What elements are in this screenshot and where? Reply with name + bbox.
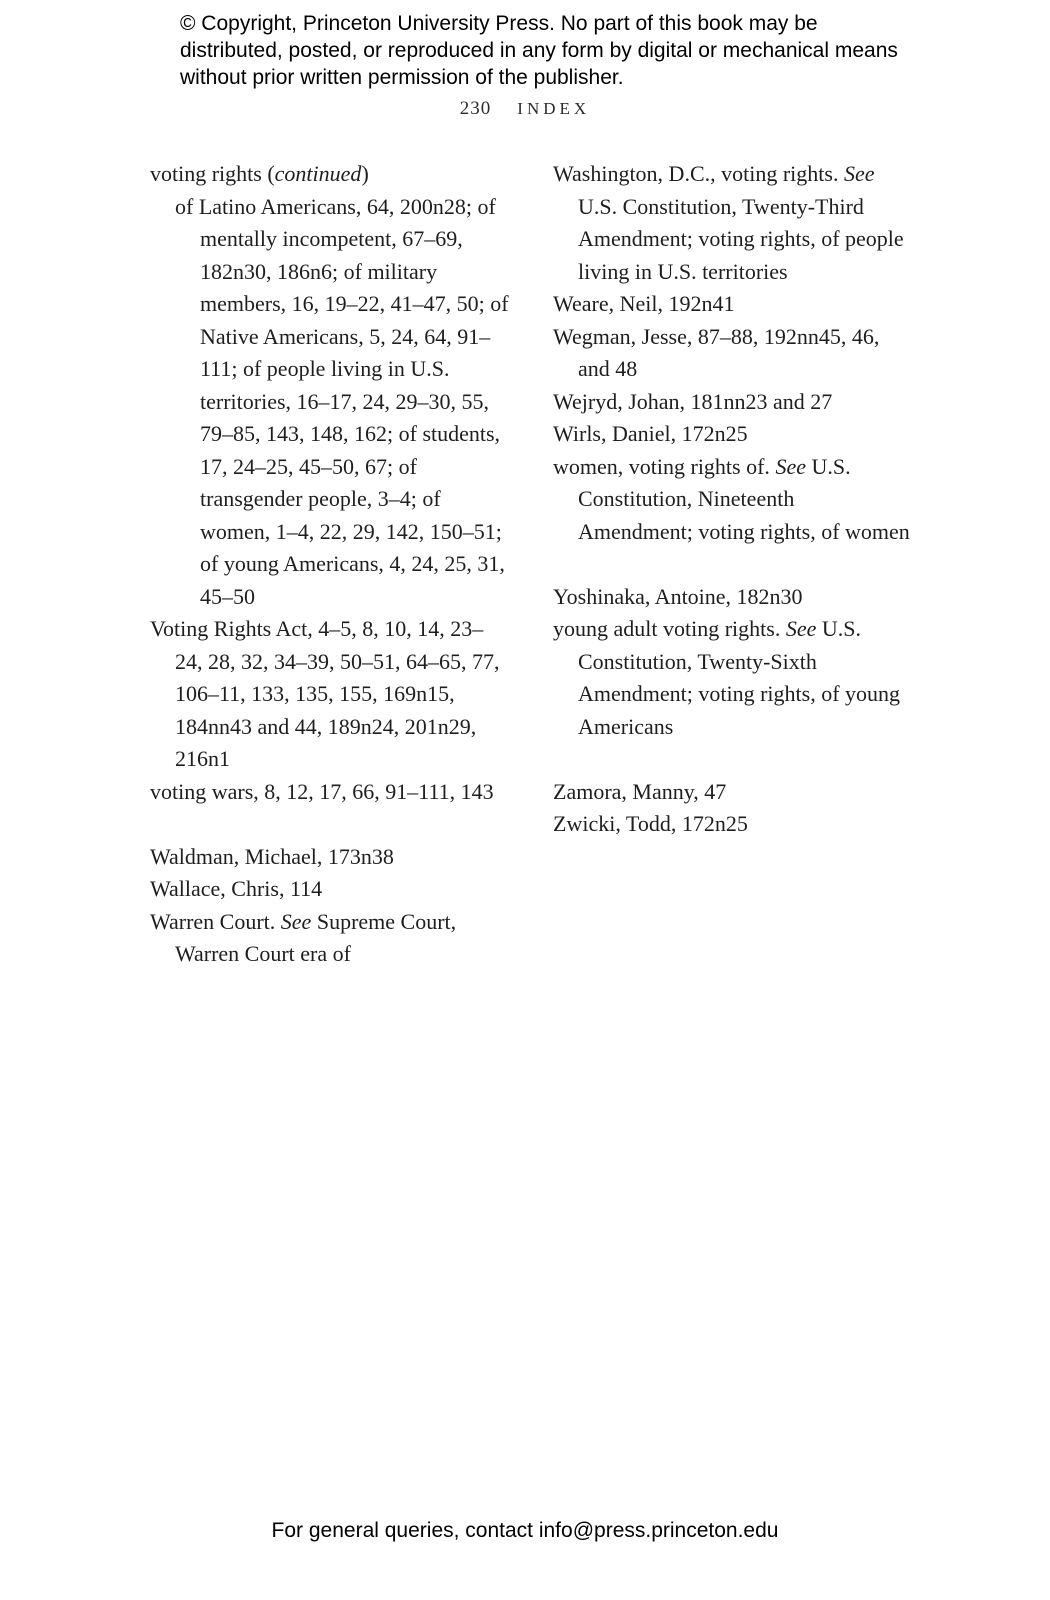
entry-text: voting rights ( [150,161,275,186]
index-entry-warren-court [150,906,510,971]
index-entry-weare: Weare, Neil, 192n41 [553,291,735,316]
running-head [0,98,1050,120]
section-gap [553,743,913,776]
see-label: See [280,908,312,934]
entry-text: Supreme Court, Warren Court era of [175,908,457,966]
section-gap [553,548,913,581]
see-label: See [785,616,817,641]
index-column-left [150,158,510,971]
index-entry-voting-wars: voting wars, 8, 12, 17, 66, 91–111, 143 [150,778,494,804]
see-label: See [775,453,806,479]
entry-text: ) [361,161,369,186]
entry-text: Washington, D.C., voting rights. [553,161,844,186]
index-subentry-voting-rights: of Latino Americans, 64, 200n28; of mentally incompetent, 67–69, 182n30, 186n6; of military members, 16, 19–22, 41–47, 50; of Native Americans, 5, 24, 64, 91–111; of people living in U.S. territories, 16–17, 24, 29–30, 55, 79–85, 143, 148, 162; of students, 17, 24–25, 45–50, 67; of transgender people, 3–4; of women, 1–4, 22, 29, 142, 150–51; of young Americans, 4, 24, 25, 31, 45–50 [175,193,509,609]
entry-text: women, voting rights of. [553,453,776,479]
page-number: 230 [459,98,492,119]
entry-text: U.S. Constitution, Nineteenth Amendment; voting rights, of women [578,453,910,544]
index-entry-voting-rights [150,158,510,191]
index-entry-zwicki: Zwicki, Todd, 172n25 [553,811,748,836]
running-head-title: INDEX [517,99,591,118]
index-entry-wirls: Wirls, Daniel, 172n25 [553,421,748,446]
entry-text: U.S. Constitution, Twenty-Third Amendment; voting rights, of people living in U.S. territories [578,193,904,284]
index-entry-women [553,451,913,549]
index-entry-wegman: Wegman, Jesse, 87–88, 192nn45, 46, and 48 [553,323,880,381]
footer-contact: For general queries, contact info@press.princeton.edu [271,1519,779,1542]
continued-label: continued [274,161,362,186]
index-column-right [553,158,913,841]
index-entry-wallace: Wallace, Chris, 114 [150,876,323,901]
entry-text: U.S. Constitution, Twenty-Sixth Amendment; voting rights, of young Americans [578,616,901,739]
section-gap [150,808,510,841]
copyright-notice: © Copyright, Princeton University Press. No part of this book may be distributed, posted, or reproduced in any form by digital or mechanical means without prior written permission of the publisher. [180,12,898,89]
entry-text: Warren Court. [150,908,281,934]
index-entry-zamora: Zamora, Manny, 47 [553,778,727,804]
index-entry-young-adult [553,613,913,743]
see-label: See [843,161,875,186]
entry-text: young adult voting rights. [553,616,786,641]
index-entry-voting-rights-act: Voting Rights Act, 4–5, 8, 10, 14, 23–24, 28, 32, 34–39, 50–51, 64–65, 77, 106–11, 133, 135, 155, 169n15, 184nn43 and 44, 189n24, 201n29, 216n1 [150,616,500,771]
index-entry-yoshinaka: Yoshinaka, Antoine, 182n30 [553,583,803,609]
index-entry-waldman: Waldman, Michael, 173n38 [150,843,394,869]
index-entry-washington [553,158,913,288]
index-entry-wejryd: Wejryd, Johan, 181nn23 and 27 [553,388,833,414]
